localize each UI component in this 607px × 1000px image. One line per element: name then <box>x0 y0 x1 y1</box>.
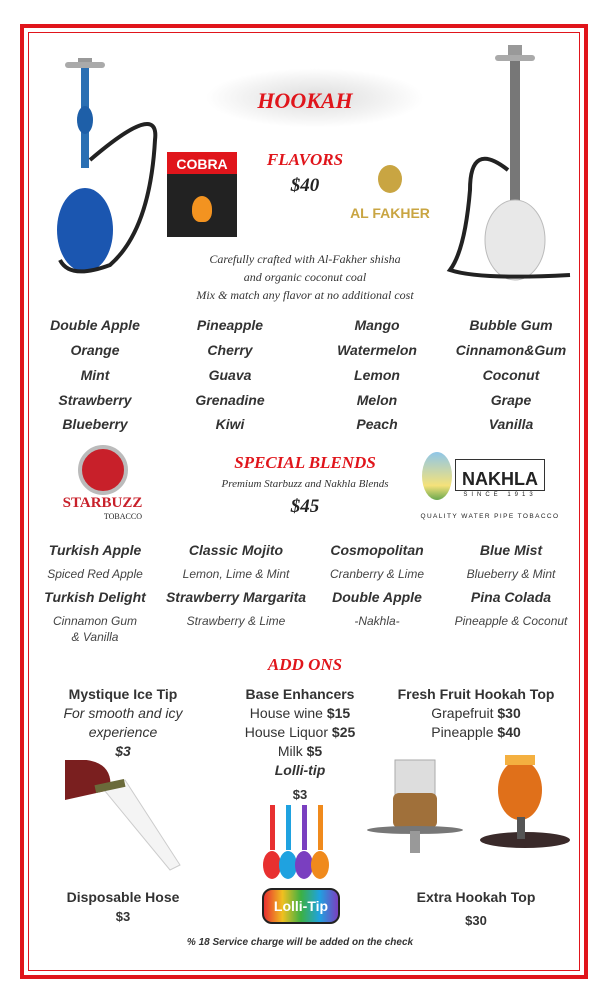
blend-desc: -Nakhla- <box>354 614 400 628</box>
flavor-item: Lemon <box>354 367 400 383</box>
flavor-item: Bubble Gum <box>469 317 553 333</box>
flame-icon <box>192 196 212 222</box>
blend-name: Turkish Delight <box>44 589 146 605</box>
flavor-item: Vanilla <box>488 416 534 432</box>
flavor-item: Double Apple <box>50 317 140 333</box>
blend-desc: Spiced Red Apple <box>47 567 143 581</box>
base-item-wine: House wine $15 <box>249 705 351 721</box>
special-blends-heading: SPECIAL BLENDS <box>234 453 376 472</box>
flavor-item: Kiwi <box>215 416 245 432</box>
fruit-item-pineapple: Pineapple $40 <box>431 724 521 740</box>
blend-name: Turkish Apple <box>48 542 142 558</box>
lolli-tip-name: Lolli-tip <box>274 762 326 778</box>
blend-name: Cosmopolitan <box>330 542 424 558</box>
blend-name: Double Apple <box>332 589 422 605</box>
service-charge-note: % 18 Service charge will be added on the check <box>186 937 414 948</box>
extra-top-price: $30 <box>465 913 487 928</box>
blend-desc: Cinnamon Gum <box>52 614 138 628</box>
fruit-top-name: Fresh Fruit Hookah Top <box>397 686 555 702</box>
flavors-price: $40 <box>290 175 320 196</box>
flavor-item: Grape <box>490 392 532 408</box>
hose-name: Disposable Hose <box>66 889 180 905</box>
ice-tip-desc-2: experience <box>88 724 158 740</box>
hose-price: $3 <box>115 909 131 924</box>
flavor-item: Peach <box>356 416 398 432</box>
blend-desc: Lemon, Lime & Mint <box>182 567 290 581</box>
flavor-item: Orange <box>70 342 120 358</box>
extra-top-name: Extra Hookah Top <box>416 889 536 905</box>
fruit-hookah-top-images <box>365 755 580 855</box>
flavor-item: Grenadine <box>195 392 265 408</box>
blend-desc: Blueberry & Mint <box>466 567 556 581</box>
page-title: HOOKAH <box>257 88 353 113</box>
blend-desc: Strawberry & Lime <box>186 614 286 628</box>
flavors-desc-1: Carefully crafted with Al-Fakher shisha <box>209 252 401 266</box>
clear-hookah-image <box>440 40 580 285</box>
blend-name: Blue Mist <box>479 542 543 558</box>
flavor-item: Strawberry <box>58 392 132 408</box>
lolli-tip-image <box>258 805 343 885</box>
flavor-item: Cinnamon&Gum <box>455 342 567 358</box>
base-item-milk: Milk $5 <box>277 743 323 759</box>
flavor-item: Blueberry <box>62 416 128 432</box>
flavor-item: Mango <box>354 317 400 333</box>
flavor-item: Mint <box>80 367 110 383</box>
fruit-item-grapefruit: Grapefruit $30 <box>431 705 521 721</box>
palm-tree-icon <box>422 452 452 500</box>
blend-name: Classic Mojito <box>188 542 284 558</box>
flavor-item: Coconut <box>482 367 540 383</box>
starbuzz-logo: STARBUZZ TOBACCO <box>55 445 150 530</box>
blend-name: Pina Colada <box>470 589 552 605</box>
blend-name: Strawberry Margarita <box>165 589 307 605</box>
ice-tip-image <box>65 760 185 875</box>
nakhla-logo: NAKHLA SINCE 1913 QUALITY WATER PIPE TOBACCO <box>415 452 565 522</box>
add-ons-heading: ADD ONS <box>267 655 343 674</box>
blend-desc: Cranberry & Lime <box>329 567 425 581</box>
flavors-desc-2: and organic coconut coal <box>243 270 367 284</box>
blend-desc: Pineapple & Coconut <box>454 614 568 628</box>
lolli-tip-price: $3 <box>292 787 308 802</box>
base-item-liquor: House Liquor $25 <box>244 724 356 740</box>
special-blends-subtitle: Premium Starbuzz and Nakhla Blends <box>221 478 389 490</box>
blue-hookah-image <box>50 40 170 285</box>
flavors-desc-3: Mix & match any flavor at no additional cost <box>196 288 414 302</box>
ice-tip-desc-1: For smooth and icy <box>63 705 183 721</box>
al-fakher-logo: AL FAKHER <box>335 165 445 235</box>
lolli-tip-logo: Lolli-Tip <box>262 888 340 924</box>
flavor-item: Guava <box>208 367 252 383</box>
ice-tip-name: Mystique Ice Tip <box>68 686 178 702</box>
cobra-coal-box: COBRA <box>167 152 237 237</box>
flavor-item: Melon <box>356 392 398 408</box>
flavor-item: Pineapple <box>196 317 264 333</box>
ice-tip-price: $3 <box>115 743 131 759</box>
flavors-heading: FLAVORS <box>266 150 344 169</box>
blend-desc-line2: & Vanilla <box>71 630 119 644</box>
flavor-item: Cherry <box>207 342 253 358</box>
flavor-item: Watermelon <box>337 342 417 358</box>
base-enhancers-name: Base Enhancers <box>245 686 355 702</box>
special-blends-price: $45 <box>290 496 320 517</box>
